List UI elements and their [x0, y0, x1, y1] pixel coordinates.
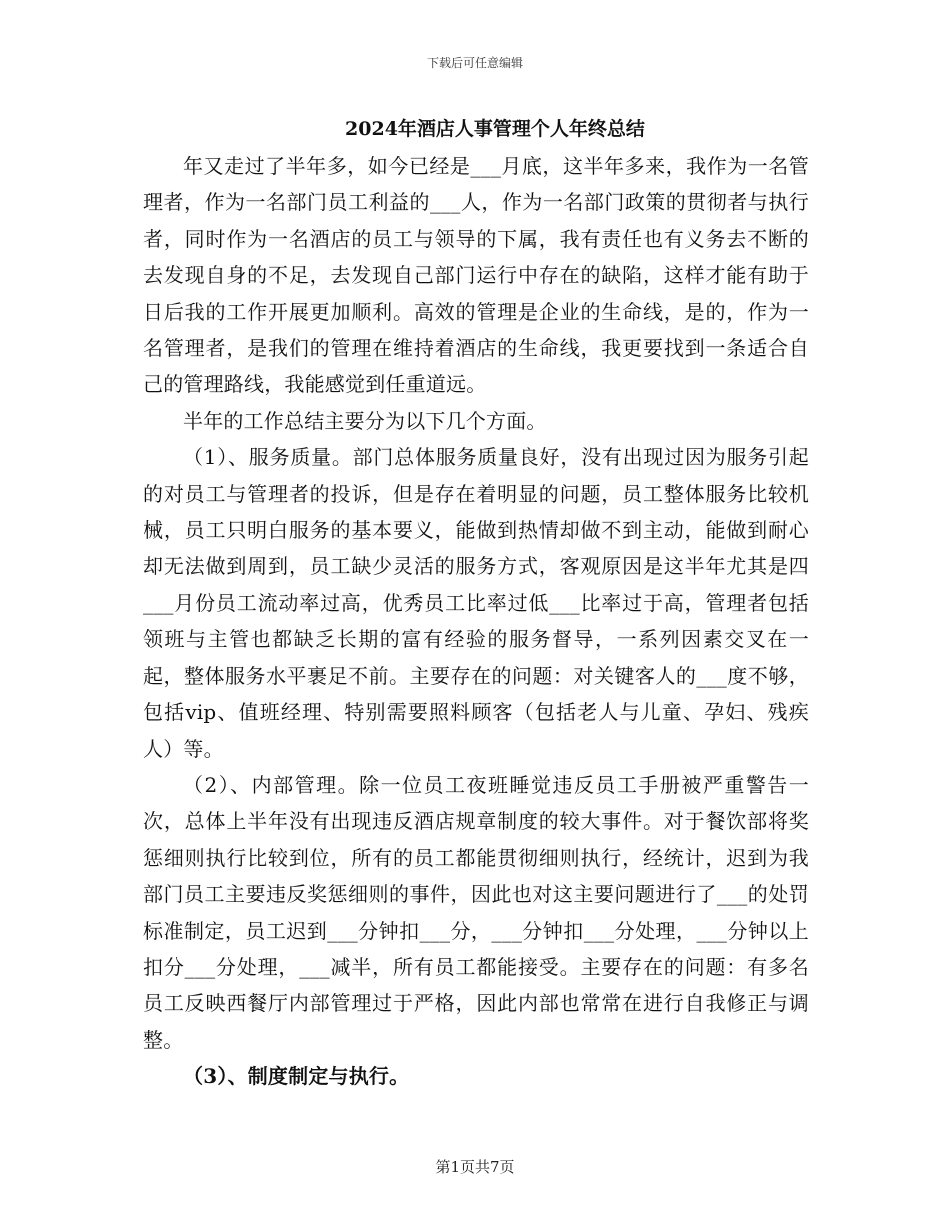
header-note: 下载后可任意编辑	[426, 56, 523, 70]
paragraph-intro: 年又走过了半年多，如今已经是___月底，这半年多来，我作为一名管理者，作为一名部门员工利益的___人，作为一名部门政策的贯彻者与执行者，同时作为一名酒店的员工与领导的下属，我有责任也有义务去不断的去发现自身的不足，去发现自己部门运行中存在的缺陷，这样才能有助于日后我的工作开展更加顺利。高效的管理是企业的生命线，是的，作为一名管理者，是我们的管理在维持着酒店的生命线，我更要找到一条适合自己的管理路线，我能感觉到任重道远。	[143, 154, 809, 397]
paragraph-service-quality: （1）、服务质量。部门总体服务质量良好，没有出现过因为服务引起的对员工与管理者的投诉，但是存在着明显的问题，员工整体服务比较机械，员工只明白服务的基本要义，能做到热情却做不到主动，能做到耐心却无法做到周到，员工缺少灵活的服务方式，客观原因是这半年尤其是四___月份员工流动率过高，优秀员工比率过低___比率过于高，管理者包括领班与主管也都缺乏长期的富有经验的服务督导，一系列因素交叉在一起，整体服务水平裹足不前。主要存在的问题：对关键客人的___度不够，包括vip、值班经理、特别需要照料顾客（包括老人与儿童、孕妇、残疾人）等。	[143, 445, 809, 761]
document-title: 2024年酒店人事管理个人年终总结	[345, 118, 645, 140]
page-number-footer: 第1页共7页	[435, 1158, 515, 1176]
section-heading-system: （3）、制度制定与执行。	[183, 1064, 410, 1089]
document-body	[143, 148, 809, 1095]
paragraph-overview: 半年的工作总结主要分为以下几个方面。	[183, 408, 547, 433]
paragraph-internal-management: （2）、内部管理。除一位员工夜班睡觉违反员工手册被严重警告一次，总体上半年没有出现违反酒店规章制度的较大事件。对于餐饮部将奖惩细则执行比较到位，所有的员工都能贯彻细则执行，经统计，迟到为我部门员工主要违反奖惩细则的事件，因此也对这主要问题进行了___的处罚标准制定，员工迟到___分钟扣___分，___分钟扣___分处理，___分钟以上扣分___分处理，___减半，所有员工都能接受。主要存在的问题：有多名员工反映西餐厅内部管理过于严格，因此内部也常常在进行自我修正与调整。	[143, 772, 809, 1052]
